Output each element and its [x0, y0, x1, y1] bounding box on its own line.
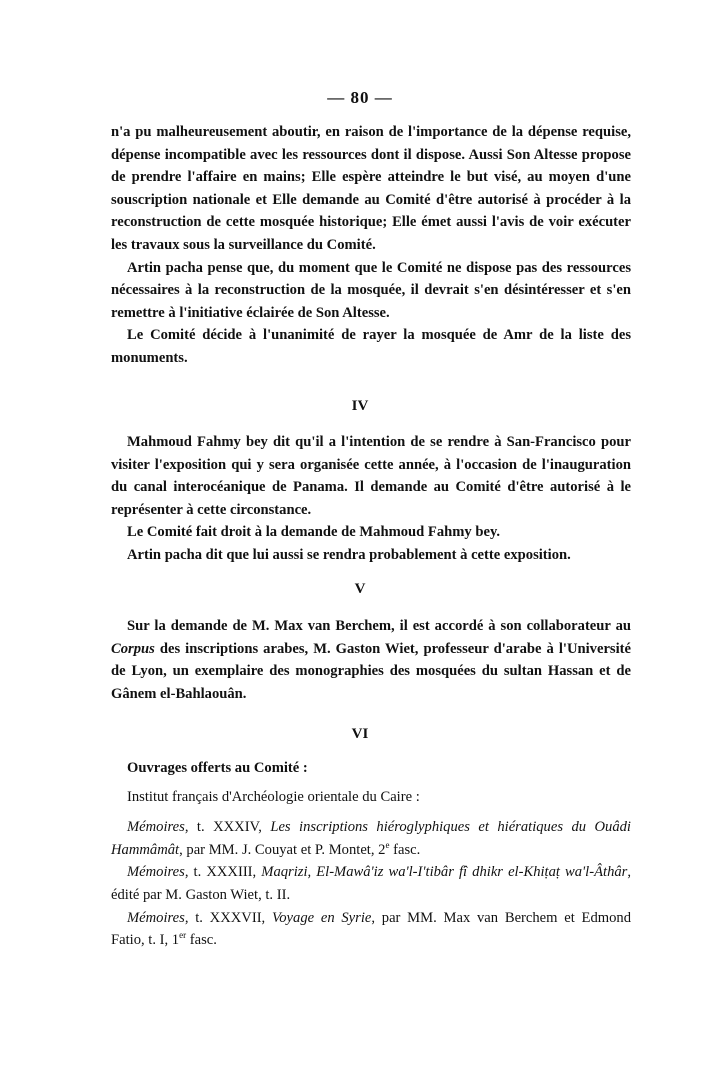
page-number: — 80 — [327, 88, 393, 107]
section-heading-v: V [354, 581, 366, 597]
paragraph: Mahmoud Fahmy bey dit qu'il a l'intention de se rendre à San-Francisco pour visiter l'exposition qui y sera organisée cette année, à l'occasion de l'inauguration du canal interocéanique de Panama. Il demande au Comité d'être autorisé à le représenter à cette circonstance. [111, 434, 631, 518]
paragraph: n'a pu malheureusement aboutir, en raison de l'importance de la dépense requise, dépense incompatible avec les ressources dont il dispose. Aussi Son Altesse propose de prendre l'affaire en mains; Elle espère atteindre le but visé, au moyen d'une souscription nationale et Elle demande au Comité d'être autorisé à procéder à la reconstruction de cette mosquée historique; Elle émet aussi l'avis de voir exécuter les travaux sous la surveillance du Comité. [111, 124, 631, 253]
work-title: Voyage en Syrie [271, 909, 372, 926]
fasc: fasc. [186, 932, 217, 949]
series-title: Mémoires [127, 909, 185, 926]
paragraph: Artin pacha dit que lui aussi se rendra probablement à cette exposition. [127, 546, 571, 563]
tome: , t. XXXIV, [184, 819, 271, 836]
corpus-italic: Corpus [111, 640, 155, 657]
section-6-text [111, 757, 631, 952]
paragraph: Le Comité décide à l'unanimité de rayer la mosquée de Amr de la liste des monuments. [111, 327, 631, 366]
superscript: er [179, 930, 187, 941]
paragraph [111, 615, 631, 705]
bibliography-item [111, 861, 631, 906]
tome: , t. XXXVII, [184, 909, 272, 926]
section-4-text [111, 431, 631, 567]
work-title: Maqrizi, El-Mawâ'iz wa'l-I'tibâr fî dhikr el-Khiṭaṭ wa'l-Âthâr [261, 864, 628, 881]
authors: , par MM. Max van Berchem et Edmond Fatio, t. I, 1 [111, 909, 631, 949]
offered-works-intro: Ouvrages offerts au Comité : [127, 760, 308, 776]
work-title: Les inscriptions hiéroglyphiques et hiératiques du Ouâdi Hammâmât [111, 819, 631, 858]
authors: , par MM. J. Couyat et P. Montet, 2 [179, 841, 386, 858]
paragraph: Artin pacha pense que, du moment que le Comité ne dispose pas des ressources nécessaires à la reconstruction de la mosquée, il devrait s'en désintéresser et s'en remettre à l'initiative éclairée de Son Altesse. [111, 259, 631, 321]
authors: , édité par M. Gaston Wiet, t. II. [111, 864, 631, 903]
section-heading-vi: VI [351, 726, 369, 742]
institute-heading: Institut français d'Archéologie orientale du Caire : [127, 788, 420, 805]
section-heading-iv: IV [351, 398, 369, 414]
series-title: Mémoires [127, 819, 185, 836]
section-1-text [111, 121, 631, 370]
paragraph: Le Comité fait droit à la demande de Mahmoud Fahmy bey. [127, 524, 501, 541]
text-run: des inscriptions arabes, M. Gaston Wiet, professeur d'arabe à l'Université de Lyon, un exemplaire des monographies des mosquées du sultan Hassan et de Gânem el-Bahlaouân. [111, 640, 631, 702]
text-run: Sur la demande de M. Max van Berchem, il est accordé à son collaborateur au [127, 618, 631, 634]
section-5-text [111, 615, 631, 705]
bibliography-list [111, 816, 631, 952]
fasc: fasc. [389, 841, 421, 858]
series-title: Mémoires [127, 864, 185, 881]
tome: , t. XXXIII, [184, 864, 262, 881]
bibliography-item [111, 816, 631, 861]
superscript: e [385, 839, 390, 850]
bibliography-item [111, 907, 631, 952]
